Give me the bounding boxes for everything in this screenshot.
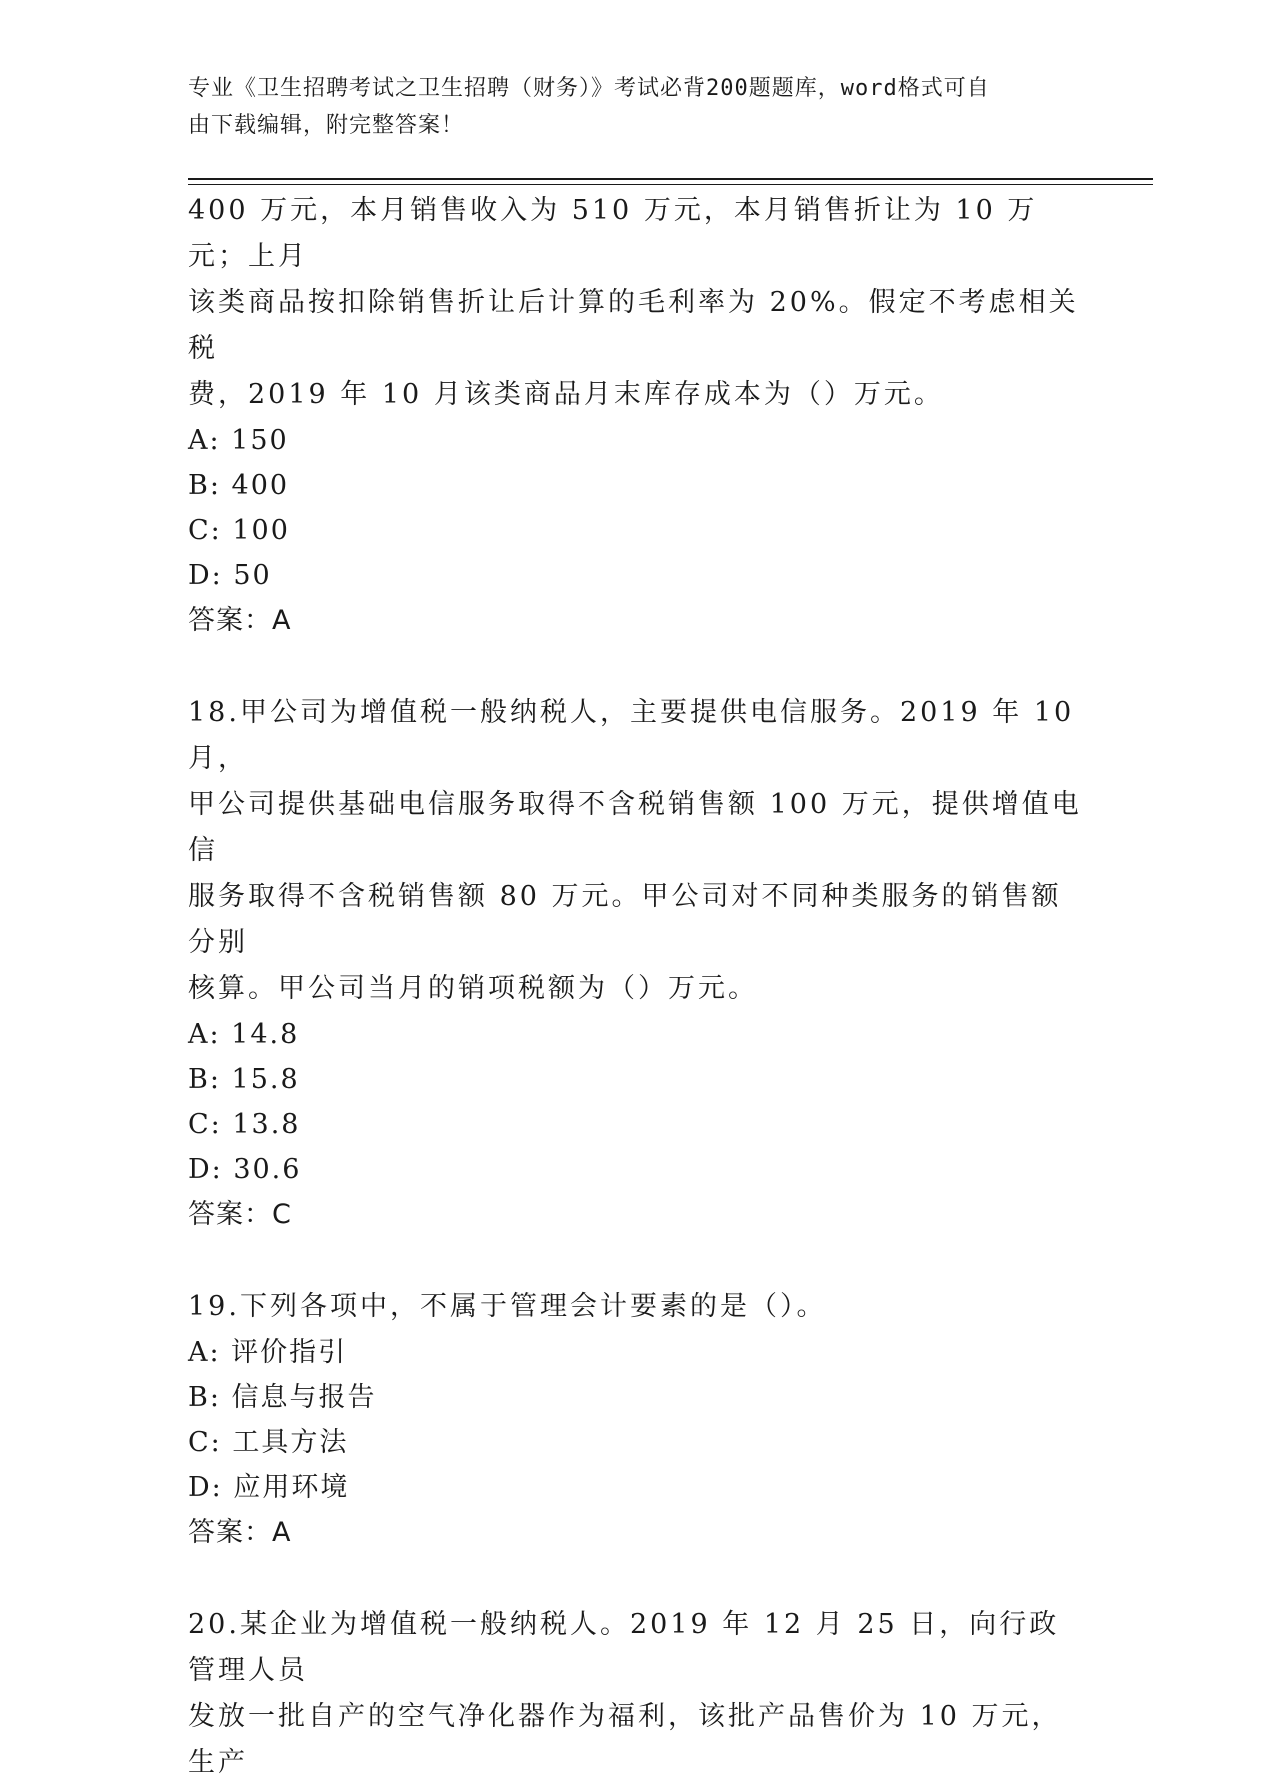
header-rule-thick	[188, 178, 1153, 180]
question-text-line: 400 万元，本月销售收入为 510 万元，本月销售折让为 10 万元；上月	[188, 195, 1038, 272]
question-18	[188, 690, 1088, 1238]
option-d: D: 50	[188, 560, 272, 591]
option-c: C: 工具方法	[188, 1427, 349, 1458]
answer: 答案：C	[188, 1199, 292, 1230]
spacer	[188, 1238, 1088, 1284]
option-b: B: 15.8	[188, 1064, 300, 1095]
question-19	[188, 1284, 1088, 1556]
header-rule-thin	[188, 184, 1153, 185]
spacer	[188, 1556, 1088, 1602]
option-b: B: 400	[188, 470, 290, 501]
question-text-line: 费，2019 年 10 月该类商品月末库存成本为（）万元。	[188, 379, 944, 410]
question-text-line: 发放一批自产的空气净化器作为福利，该批产品售价为 10 万元，生产	[188, 1701, 1062, 1778]
question-text-line: 服务取得不含税销售额 80 万元。甲公司对不同种类服务的销售额分别	[188, 881, 1062, 958]
question-text-line: 核算。甲公司当月的销项税额为（）万元。	[188, 973, 758, 1004]
option-c: C: 13.8	[188, 1109, 301, 1140]
header-line-2: 由下载编辑，附完整答案！	[188, 113, 465, 138]
question-17	[188, 188, 1088, 644]
document-header	[188, 70, 1068, 144]
question-text-line: 甲公司提供基础电信服务取得不含税销售额 100 万元，提供增值电信	[188, 789, 1082, 866]
question-20	[188, 1602, 1088, 1786]
question-text-line: 20.某企业为增值税一般纳税人。2019 年 12 月 25 日，向行政管理人员	[188, 1609, 1060, 1686]
option-b: B: 信息与报告	[188, 1382, 377, 1413]
answer: 答案：A	[188, 1517, 292, 1548]
option-a: A: 评价指引	[188, 1337, 348, 1368]
spacer	[188, 644, 1088, 690]
question-text-line: 该类商品按扣除销售折让后计算的毛利率为 20%。假定不考虑相关税	[188, 287, 1079, 364]
header-line-1: 专业《卫生招聘考试之卫生招聘（财务）》考试必背200题题库，word格式可自	[188, 76, 990, 101]
option-c: C: 100	[188, 515, 290, 546]
option-a: A: 150	[188, 425, 289, 456]
questions-content	[188, 188, 1088, 1786]
question-text-line: 18.甲公司为增值税一般纳税人，主要提供电信服务。2019 年 10 月，	[188, 697, 1086, 774]
option-d: D: 30.6	[188, 1154, 302, 1185]
option-d: D: 应用环境	[188, 1472, 350, 1503]
answer: 答案：A	[188, 605, 292, 636]
option-a: A: 14.8	[188, 1019, 300, 1050]
question-text-line: 19.下列各项中，不属于管理会计要素的是（）。	[188, 1291, 827, 1322]
